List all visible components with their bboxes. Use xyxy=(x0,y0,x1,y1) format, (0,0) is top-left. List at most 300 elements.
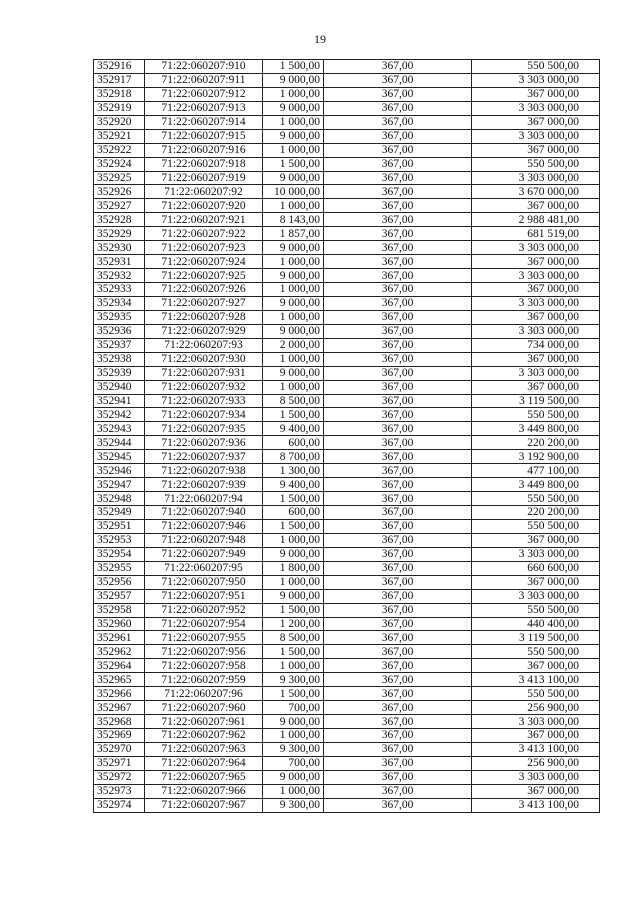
row-id-cell: 352942 xyxy=(94,408,145,422)
cadastral-number-cell: 71:22:060207:928 xyxy=(145,310,263,324)
cadastral-number-cell: 71:22:060207:934 xyxy=(145,408,263,422)
total-cell: 256 900,00 xyxy=(472,701,600,715)
row-id-cell: 352947 xyxy=(94,478,145,492)
cadastral-number-cell: 71:22:060207:94 xyxy=(145,492,263,506)
cadastral-number-cell: 71:22:060207:951 xyxy=(145,589,263,603)
rate-cell: 367,00 xyxy=(324,269,472,283)
cadastral-number-cell: 71:22:060207:911 xyxy=(145,73,263,87)
table-row xyxy=(94,715,600,729)
row-id-cell: 352960 xyxy=(94,617,145,631)
total-cell: 367 000,00 xyxy=(472,659,600,673)
cadastral-number-cell: 71:22:060207:954 xyxy=(145,617,263,631)
area-cell: 1 000,00 xyxy=(263,115,324,129)
area-cell: 1 000,00 xyxy=(263,283,324,297)
rate-cell: 367,00 xyxy=(324,324,472,338)
area-cell: 9 300,00 xyxy=(263,742,324,756)
cadastral-number-cell: 71:22:060207:929 xyxy=(145,324,263,338)
total-cell: 367 000,00 xyxy=(472,143,600,157)
total-cell: 3 413 100,00 xyxy=(472,742,600,756)
table-row xyxy=(94,631,600,645)
cadastral-number-cell: 71:22:060207:938 xyxy=(145,464,263,478)
rate-cell: 367,00 xyxy=(324,645,472,659)
table-row xyxy=(94,422,600,436)
rate-cell: 367,00 xyxy=(324,101,472,115)
rate-cell: 367,00 xyxy=(324,366,472,380)
area-cell: 1 000,00 xyxy=(263,380,324,394)
row-id-cell: 352961 xyxy=(94,631,145,645)
page-number: 19 xyxy=(314,32,326,46)
rate-cell: 367,00 xyxy=(324,143,472,157)
rate-cell: 367,00 xyxy=(324,185,472,199)
area-cell: 9 000,00 xyxy=(263,366,324,380)
cadastral-number-cell: 71:22:060207:925 xyxy=(145,269,263,283)
cadastral-number-cell: 71:22:060207:946 xyxy=(145,519,263,533)
rate-cell: 367,00 xyxy=(324,450,472,464)
area-cell: 1 500,00 xyxy=(263,645,324,659)
total-cell: 220 200,00 xyxy=(472,436,600,450)
cadastral-number-cell: 71:22:060207:914 xyxy=(145,115,263,129)
total-cell: 3 413 100,00 xyxy=(472,673,600,687)
total-cell: 660 600,00 xyxy=(472,561,600,575)
rate-cell: 367,00 xyxy=(324,798,472,812)
table-row xyxy=(94,575,600,589)
area-cell: 1 800,00 xyxy=(263,561,324,575)
table-row xyxy=(94,269,600,283)
area-cell: 1 500,00 xyxy=(263,603,324,617)
total-cell: 550 500,00 xyxy=(472,157,600,171)
row-id-cell: 352936 xyxy=(94,324,145,338)
row-id-cell: 352964 xyxy=(94,659,145,673)
area-cell: 9 000,00 xyxy=(263,715,324,729)
total-cell: 550 500,00 xyxy=(472,687,600,701)
row-id-cell: 352944 xyxy=(94,436,145,450)
area-cell: 8 700,00 xyxy=(263,450,324,464)
area-cell: 1 500,00 xyxy=(263,408,324,422)
total-cell: 3 303 000,00 xyxy=(472,296,600,310)
rate-cell: 367,00 xyxy=(324,352,472,366)
total-cell: 3 303 000,00 xyxy=(472,589,600,603)
area-cell: 9 000,00 xyxy=(263,296,324,310)
row-id-cell: 352920 xyxy=(94,115,145,129)
cadastral-number-cell: 71:22:060207:924 xyxy=(145,255,263,269)
rate-cell: 367,00 xyxy=(324,659,472,673)
table-row xyxy=(94,115,600,129)
table-row xyxy=(94,199,600,213)
rate-cell: 367,00 xyxy=(324,73,472,87)
rate-cell: 367,00 xyxy=(324,533,472,547)
area-cell: 9 000,00 xyxy=(263,73,324,87)
row-id-cell: 352927 xyxy=(94,199,145,213)
row-id-cell: 352970 xyxy=(94,742,145,756)
row-id-cell: 352931 xyxy=(94,255,145,269)
row-id-cell: 352973 xyxy=(94,784,145,798)
rate-cell: 367,00 xyxy=(324,394,472,408)
cadastral-number-cell: 71:22:060207:958 xyxy=(145,659,263,673)
row-id-cell: 352967 xyxy=(94,701,145,715)
row-id-cell: 352924 xyxy=(94,157,145,171)
rate-cell: 367,00 xyxy=(324,171,472,185)
row-id-cell: 352954 xyxy=(94,547,145,561)
table-row xyxy=(94,561,600,575)
row-id-cell: 352962 xyxy=(94,645,145,659)
total-cell: 3 119 500,00 xyxy=(472,631,600,645)
table-row xyxy=(94,533,600,547)
area-cell: 700,00 xyxy=(263,701,324,715)
cadastral-number-cell: 71:22:060207:922 xyxy=(145,227,263,241)
area-cell: 9 000,00 xyxy=(263,589,324,603)
total-cell: 367 000,00 xyxy=(472,533,600,547)
row-id-cell: 352949 xyxy=(94,506,145,520)
cadastral-number-cell: 71:22:060207:933 xyxy=(145,394,263,408)
table-row xyxy=(94,227,600,241)
total-cell: 367 000,00 xyxy=(472,575,600,589)
cadastral-number-cell: 71:22:060207:95 xyxy=(145,561,263,575)
cadastral-number-cell: 71:22:060207:916 xyxy=(145,143,263,157)
total-cell: 367 000,00 xyxy=(472,87,600,101)
table-row xyxy=(94,770,600,784)
total-cell: 256 900,00 xyxy=(472,756,600,770)
cadastral-number-cell: 71:22:060207:955 xyxy=(145,631,263,645)
rate-cell: 367,00 xyxy=(324,756,472,770)
rate-cell: 367,00 xyxy=(324,715,472,729)
rate-cell: 367,00 xyxy=(324,436,472,450)
row-id-cell: 352938 xyxy=(94,352,145,366)
row-id-cell: 352919 xyxy=(94,101,145,115)
cadastral-number-cell: 71:22:060207:964 xyxy=(145,756,263,770)
total-cell: 550 500,00 xyxy=(472,519,600,533)
table-row xyxy=(94,756,600,770)
row-id-cell: 352918 xyxy=(94,87,145,101)
row-id-cell: 352945 xyxy=(94,450,145,464)
rate-cell: 367,00 xyxy=(324,199,472,213)
total-cell: 477 100,00 xyxy=(472,464,600,478)
total-cell: 3 119 500,00 xyxy=(472,394,600,408)
table-row xyxy=(94,255,600,269)
total-cell: 3 449 800,00 xyxy=(472,422,600,436)
area-cell: 1 000,00 xyxy=(263,729,324,743)
table-row xyxy=(94,645,600,659)
area-cell: 1 300,00 xyxy=(263,464,324,478)
rate-cell: 367,00 xyxy=(324,478,472,492)
cadastral-number-cell: 71:22:060207:966 xyxy=(145,784,263,798)
total-cell: 734 000,00 xyxy=(472,338,600,352)
cadastral-number-cell: 71:22:060207:932 xyxy=(145,380,263,394)
area-cell: 9 300,00 xyxy=(263,798,324,812)
table-row xyxy=(94,729,600,743)
row-id-cell: 352928 xyxy=(94,213,145,227)
total-cell: 3 303 000,00 xyxy=(472,171,600,185)
area-cell: 1 000,00 xyxy=(263,87,324,101)
table-row xyxy=(94,143,600,157)
total-cell: 3 303 000,00 xyxy=(472,324,600,338)
area-cell: 2 000,00 xyxy=(263,338,324,352)
total-cell: 367 000,00 xyxy=(472,199,600,213)
total-cell: 550 500,00 xyxy=(472,603,600,617)
table-row xyxy=(94,185,600,199)
cadastral-number-cell: 71:22:060207:927 xyxy=(145,296,263,310)
cadastral-number-cell: 71:22:060207:959 xyxy=(145,673,263,687)
cadastral-number-cell: 71:22:060207:962 xyxy=(145,729,263,743)
table-row xyxy=(94,464,600,478)
cadastral-number-cell: 71:22:060207:935 xyxy=(145,422,263,436)
table-row xyxy=(94,171,600,185)
cadastral-number-cell: 71:22:060207:961 xyxy=(145,715,263,729)
row-id-cell: 352974 xyxy=(94,798,145,812)
total-cell: 3 413 100,00 xyxy=(472,798,600,812)
area-cell: 1 500,00 xyxy=(263,519,324,533)
area-cell: 600,00 xyxy=(263,506,324,520)
area-cell: 8 500,00 xyxy=(263,394,324,408)
total-cell: 3 303 000,00 xyxy=(472,129,600,143)
rate-cell: 367,00 xyxy=(324,241,472,255)
total-cell: 367 000,00 xyxy=(472,283,600,297)
rate-cell: 367,00 xyxy=(324,60,472,74)
area-cell: 1 000,00 xyxy=(263,533,324,547)
area-cell: 1 000,00 xyxy=(263,659,324,673)
area-cell: 9 400,00 xyxy=(263,478,324,492)
row-id-cell: 352921 xyxy=(94,129,145,143)
rate-cell: 367,00 xyxy=(324,87,472,101)
row-id-cell: 352948 xyxy=(94,492,145,506)
table-row xyxy=(94,673,600,687)
row-id-cell: 352971 xyxy=(94,756,145,770)
cadastral-number-cell: 71:22:060207:949 xyxy=(145,547,263,561)
rate-cell: 367,00 xyxy=(324,519,472,533)
table-row xyxy=(94,784,600,798)
row-id-cell: 352922 xyxy=(94,143,145,157)
rate-cell: 367,00 xyxy=(324,701,472,715)
cadastral-number-cell: 71:22:060207:930 xyxy=(145,352,263,366)
rate-cell: 367,00 xyxy=(324,283,472,297)
total-cell: 220 200,00 xyxy=(472,506,600,520)
area-cell: 9 300,00 xyxy=(263,673,324,687)
table-row xyxy=(94,798,600,812)
table-body xyxy=(94,60,600,813)
area-cell: 10 000,00 xyxy=(263,185,324,199)
rate-cell: 367,00 xyxy=(324,575,472,589)
area-cell: 1 500,00 xyxy=(263,492,324,506)
cadastral-number-cell: 71:22:060207:948 xyxy=(145,533,263,547)
total-cell: 681 519,00 xyxy=(472,227,600,241)
cadastral-number-cell: 71:22:060207:923 xyxy=(145,241,263,255)
total-cell: 367 000,00 xyxy=(472,380,600,394)
row-id-cell: 352917 xyxy=(94,73,145,87)
rate-cell: 367,00 xyxy=(324,506,472,520)
area-cell: 9 000,00 xyxy=(263,770,324,784)
row-id-cell: 352933 xyxy=(94,283,145,297)
total-cell: 367 000,00 xyxy=(472,115,600,129)
cadastral-number-cell: 71:22:060207:937 xyxy=(145,450,263,464)
rate-cell: 367,00 xyxy=(324,729,472,743)
cadastral-number-cell: 71:22:060207:950 xyxy=(145,575,263,589)
total-cell: 3 670 000,00 xyxy=(472,185,600,199)
row-id-cell: 352957 xyxy=(94,589,145,603)
rate-cell: 367,00 xyxy=(324,157,472,171)
row-id-cell: 352925 xyxy=(94,171,145,185)
row-id-cell: 352941 xyxy=(94,394,145,408)
cadastral-number-cell: 71:22:060207:912 xyxy=(145,87,263,101)
row-id-cell: 352932 xyxy=(94,269,145,283)
cadastral-number-cell: 71:22:060207:913 xyxy=(145,101,263,115)
table-row xyxy=(94,659,600,673)
rate-cell: 367,00 xyxy=(324,213,472,227)
area-cell: 1 000,00 xyxy=(263,575,324,589)
table-row xyxy=(94,380,600,394)
table-row xyxy=(94,283,600,297)
table-row xyxy=(94,129,600,143)
table-row xyxy=(94,101,600,115)
row-id-cell: 352926 xyxy=(94,185,145,199)
row-id-cell: 352916 xyxy=(94,60,145,74)
rate-cell: 367,00 xyxy=(324,422,472,436)
total-cell: 3 449 800,00 xyxy=(472,478,600,492)
rate-cell: 367,00 xyxy=(324,227,472,241)
total-cell: 367 000,00 xyxy=(472,352,600,366)
row-id-cell: 352929 xyxy=(94,227,145,241)
area-cell: 8 143,00 xyxy=(263,213,324,227)
rate-cell: 367,00 xyxy=(324,603,472,617)
rate-cell: 367,00 xyxy=(324,770,472,784)
row-id-cell: 352940 xyxy=(94,380,145,394)
row-id-cell: 352951 xyxy=(94,519,145,533)
cadastral-number-cell: 71:22:060207:952 xyxy=(145,603,263,617)
total-cell: 367 000,00 xyxy=(472,784,600,798)
area-cell: 8 500,00 xyxy=(263,631,324,645)
total-cell: 367 000,00 xyxy=(472,310,600,324)
area-cell: 1 000,00 xyxy=(263,255,324,269)
cadastral-number-cell: 71:22:060207:915 xyxy=(145,129,263,143)
rate-cell: 367,00 xyxy=(324,492,472,506)
rate-cell: 367,00 xyxy=(324,784,472,798)
area-cell: 1 500,00 xyxy=(263,157,324,171)
table-row xyxy=(94,324,600,338)
cadastral-number-cell: 71:22:060207:956 xyxy=(145,645,263,659)
rate-cell: 367,00 xyxy=(324,617,472,631)
row-id-cell: 352939 xyxy=(94,366,145,380)
total-cell: 3 303 000,00 xyxy=(472,366,600,380)
table-row xyxy=(94,436,600,450)
table-row xyxy=(94,478,600,492)
row-id-cell: 352935 xyxy=(94,310,145,324)
area-cell: 1 500,00 xyxy=(263,687,324,701)
table-row xyxy=(94,408,600,422)
cadastral-number-cell: 71:22:060207:967 xyxy=(145,798,263,812)
total-cell: 3 303 000,00 xyxy=(472,547,600,561)
row-id-cell: 352958 xyxy=(94,603,145,617)
area-cell: 1 000,00 xyxy=(263,352,324,366)
cadastral-number-cell: 71:22:060207:960 xyxy=(145,701,263,715)
area-cell: 1 200,00 xyxy=(263,617,324,631)
area-cell: 9 000,00 xyxy=(263,171,324,185)
row-id-cell: 352969 xyxy=(94,729,145,743)
rate-cell: 367,00 xyxy=(324,296,472,310)
data-table xyxy=(93,59,600,813)
row-id-cell: 352965 xyxy=(94,673,145,687)
area-cell: 9 000,00 xyxy=(263,547,324,561)
cadastral-number-cell: 71:22:060207:918 xyxy=(145,157,263,171)
row-id-cell: 352930 xyxy=(94,241,145,255)
total-cell: 3 192 900,00 xyxy=(472,450,600,464)
table-row xyxy=(94,352,600,366)
area-cell: 1 000,00 xyxy=(263,143,324,157)
cadastral-number-cell: 71:22:060207:910 xyxy=(145,60,263,74)
rate-cell: 367,00 xyxy=(324,631,472,645)
area-cell: 9 000,00 xyxy=(263,101,324,115)
rate-cell: 367,00 xyxy=(324,687,472,701)
row-id-cell: 352956 xyxy=(94,575,145,589)
table-row xyxy=(94,241,600,255)
rate-cell: 367,00 xyxy=(324,129,472,143)
rate-cell: 367,00 xyxy=(324,742,472,756)
table-row xyxy=(94,492,600,506)
rate-cell: 367,00 xyxy=(324,408,472,422)
total-cell: 550 500,00 xyxy=(472,408,600,422)
table-row xyxy=(94,394,600,408)
total-cell: 440 400,00 xyxy=(472,617,600,631)
row-id-cell: 352943 xyxy=(94,422,145,436)
table-row xyxy=(94,701,600,715)
rate-cell: 367,00 xyxy=(324,115,472,129)
table-row xyxy=(94,87,600,101)
total-cell: 3 303 000,00 xyxy=(472,770,600,784)
table-row xyxy=(94,450,600,464)
row-id-cell: 352968 xyxy=(94,715,145,729)
rate-cell: 367,00 xyxy=(324,380,472,394)
rate-cell: 367,00 xyxy=(324,310,472,324)
table-row xyxy=(94,617,600,631)
table-row xyxy=(94,366,600,380)
cadastral-number-cell: 71:22:060207:96 xyxy=(145,687,263,701)
row-id-cell: 352946 xyxy=(94,464,145,478)
total-cell: 367 000,00 xyxy=(472,255,600,269)
table-row xyxy=(94,296,600,310)
total-cell: 550 500,00 xyxy=(472,60,600,74)
total-cell: 3 303 000,00 xyxy=(472,269,600,283)
cadastral-number-cell: 71:22:060207:931 xyxy=(145,366,263,380)
cadastral-number-cell: 71:22:060207:939 xyxy=(145,478,263,492)
table-row xyxy=(94,310,600,324)
row-id-cell: 352972 xyxy=(94,770,145,784)
area-cell: 1 000,00 xyxy=(263,199,324,213)
area-cell: 9 000,00 xyxy=(263,241,324,255)
rate-cell: 367,00 xyxy=(324,464,472,478)
table-row xyxy=(94,60,600,74)
cadastral-number-cell: 71:22:060207:940 xyxy=(145,506,263,520)
area-cell: 700,00 xyxy=(263,756,324,770)
total-cell: 3 303 000,00 xyxy=(472,101,600,115)
cadastral-number-cell: 71:22:060207:926 xyxy=(145,283,263,297)
total-cell: 367 000,00 xyxy=(472,729,600,743)
cadastral-number-cell: 71:22:060207:919 xyxy=(145,171,263,185)
row-id-cell: 352953 xyxy=(94,533,145,547)
area-cell: 9 400,00 xyxy=(263,422,324,436)
total-cell: 3 303 000,00 xyxy=(472,73,600,87)
row-id-cell: 352934 xyxy=(94,296,145,310)
total-cell: 550 500,00 xyxy=(472,492,600,506)
total-cell: 3 303 000,00 xyxy=(472,715,600,729)
total-cell: 3 303 000,00 xyxy=(472,241,600,255)
area-cell: 1 500,00 xyxy=(263,60,324,74)
rate-cell: 367,00 xyxy=(324,561,472,575)
row-id-cell: 352937 xyxy=(94,338,145,352)
area-cell: 9 000,00 xyxy=(263,269,324,283)
area-cell: 1 857,00 xyxy=(263,227,324,241)
table-row xyxy=(94,213,600,227)
rate-cell: 367,00 xyxy=(324,589,472,603)
table-row xyxy=(94,338,600,352)
table-row xyxy=(94,589,600,603)
cadastral-number-cell: 71:22:060207:965 xyxy=(145,770,263,784)
